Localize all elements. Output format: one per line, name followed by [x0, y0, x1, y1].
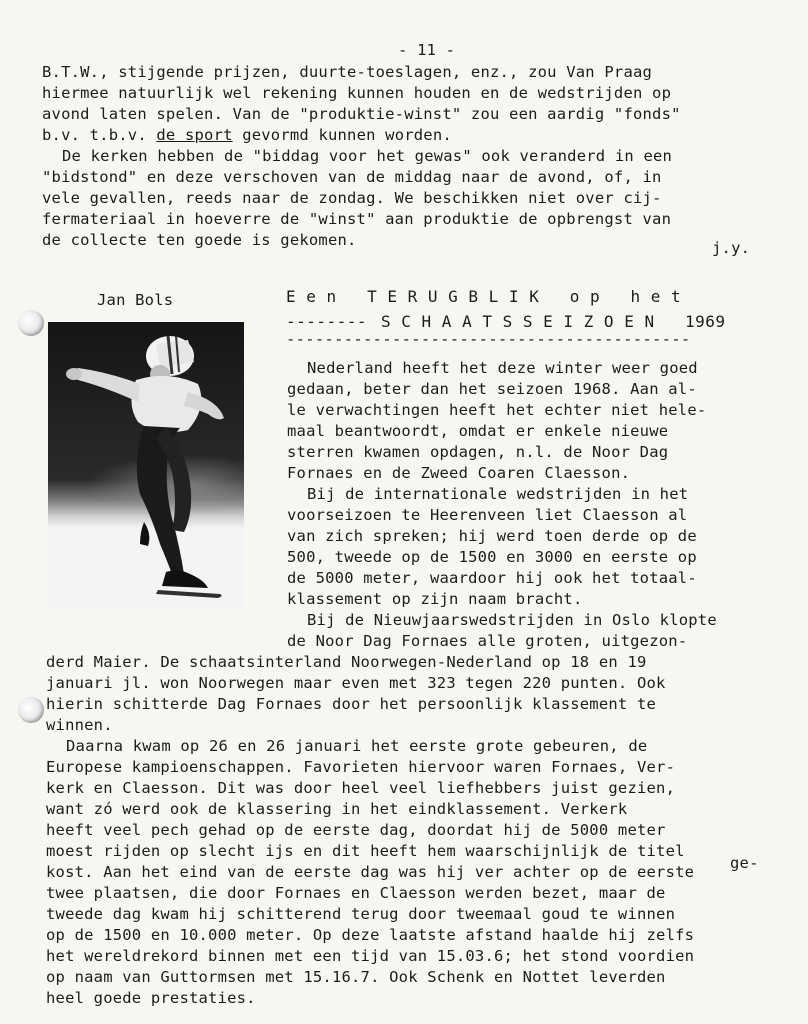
intro-line-4 [42, 125, 452, 145]
wide-line-14: op de 1500 en 10.000 meter. Op deze laatste afstand haalde hij zelfs [46, 926, 695, 944]
intro-line-4-start: b.v. t.b.v. [42, 126, 157, 144]
photo-caption: Jan Bols [97, 291, 174, 309]
intro-line-3: avond laten spelen. Van de "produktie-winst" zou een aardig "fonds" [42, 105, 681, 123]
narrow-line-2: gedaan, beter dan het seizoen 1968. Aan al- [287, 380, 697, 398]
title-underline-dashes: ------------------------------------------ [286, 330, 691, 348]
narrow-line-5: sterren kwamen opdagen, n.l. de Noor Dag [287, 443, 669, 461]
punch-hole-bottom [18, 697, 44, 723]
intro-line-6: "bidstond" en deze verschoven van de middag naar de avond, of, in [42, 168, 662, 186]
article-title-line-2-dashes: -------- [286, 312, 368, 331]
signature: j.y. [712, 239, 751, 257]
wide-line-9: heeft veel pech gehad op de eerste dag, doordat hij de 5000 meter [46, 821, 666, 839]
wide-line-10-hyphen: ge- [730, 854, 759, 872]
narrow-line-4: maal beantwoordt, omdat er enkele nieuwe [287, 422, 669, 440]
skater-photo [48, 322, 244, 608]
punch-hole-top [18, 310, 44, 336]
wide-line-13: tweede dag kwam hij schitterend terug door tweemaal goud te winnen [46, 905, 676, 923]
wide-line-3: hierin schitterde Dag Fornaes door het persoonlijk klassement te [46, 695, 657, 713]
wide-line-4: winnen. [46, 716, 113, 734]
wide-line-7: kerk en Claesson. Dit was door heel veel liefhebbers juist gezien, [46, 779, 676, 797]
wide-line-10: moest rijden op slecht ijs en dit heeft hem waarschijnlijk de titel [46, 842, 685, 860]
narrow-line-8: voorseizoen te Heerenveen liet Claesson al [287, 506, 688, 524]
wide-line-5: Daarna kwam op 26 en 26 januari het eerste grote gebeuren, de [66, 737, 648, 755]
narrow-line-13: Bij de Nieuwjaarswedstrijden in Oslo klopte [307, 611, 717, 629]
wide-line-15: het wereldrekord binnen met een tijd van 15.03.6; het stond voordien [46, 947, 695, 965]
intro-line-7: vele gevallen, reeds naar de zondag. We beschikken niet over cij- [42, 189, 662, 207]
intro-line-8: fermateriaal in hoeverre de "winst" aan produktie de opbrengst van [42, 210, 672, 228]
intro-line-2: hiermee natuurlijk wel rekening kunnen houden en de wedstrijden op [42, 84, 672, 102]
narrow-line-14: de Noor Dag Fornaes alle groten, uitgezon- [287, 632, 688, 650]
narrow-line-3: le verwachtingen heeft het echter niet hele- [287, 401, 707, 419]
wide-line-8: want zó werd ook de klassering in het eindklassement. Verkerk [46, 800, 628, 818]
wide-line-12: twee plaatsen, die door Fornaes en Claesson werden bezet, maar de [46, 884, 666, 902]
intro-line-5: De kerken hebben de "biddag voor het gewas" ook veranderd in een [62, 147, 673, 165]
wide-line-1: derd Maier. De schaatsinterland Noorwegen-Nederland op 18 en 19 [46, 653, 647, 671]
narrow-line-6: Fornaes en de Zweed Coaren Claesson. [287, 464, 631, 482]
narrow-line-7: Bij de internationale wedstrijden in het [307, 485, 689, 503]
underlined-de-sport: de sport [156, 126, 233, 144]
intro-line-4-end: gevormd kunnen worden. [232, 126, 452, 144]
narrow-line-12: klassement op zijn naam bracht. [287, 590, 583, 608]
narrow-line-10: 500, tweede op de 1500 en 3000 en eerste op [287, 548, 697, 566]
narrow-line-11: de 5000 meter, waardoor hij ook het totaal- [287, 569, 697, 587]
narrow-line-1: Nederland heeft het deze winter weer goed [307, 359, 698, 377]
article-title-line-1: E e n T E R U G B L I K o p h e t [286, 287, 682, 306]
intro-line-1: B.T.W., stijgende prijzen, duurte-toeslagen, enz., zou Van Praag [42, 63, 653, 81]
article-title-line-2: S C H A A T S S E I Z O E N 1969 [381, 312, 726, 331]
wide-line-2: januari jl. won Noorwegen maar even met 323 tegen 220 punten. Ook [46, 674, 666, 692]
wide-line-16: op naam van Guttormsen met 15.16.7. Ook Schenk en Nottet leverden [46, 968, 666, 986]
wide-line-17: heel goede prestaties. [46, 989, 256, 1007]
wide-line-11: kost. Aan het eind van de eerste dag was hij ver achter op de eerste [46, 863, 695, 881]
page-number: - 11 - [398, 41, 456, 59]
intro-line-9: de collecte ten goede is gekomen. [42, 231, 357, 249]
wide-line-6: Europese kampioenschappen. Favorieten hiervoor waren Fornaes, Ver- [46, 758, 676, 776]
narrow-line-9: van zich spreken; hij werd toen derde op de [287, 527, 697, 545]
